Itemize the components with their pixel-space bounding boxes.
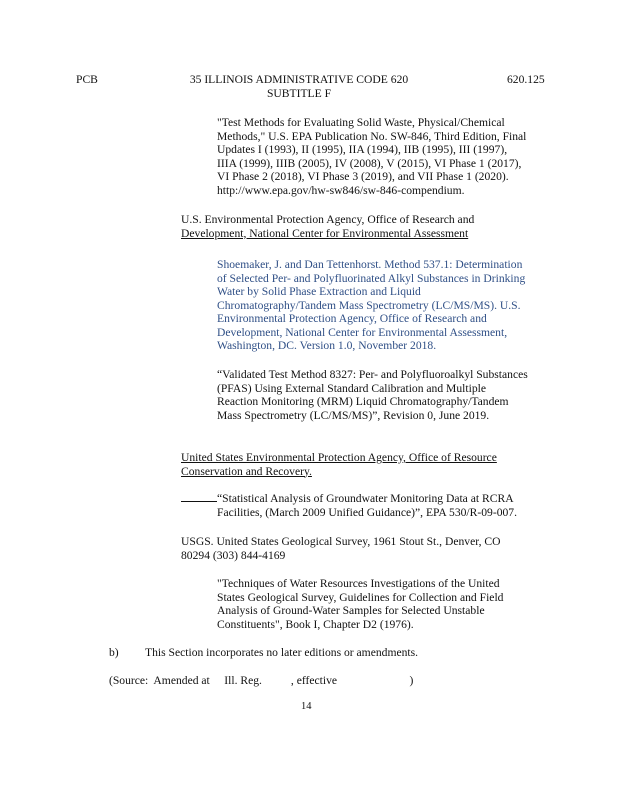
reference-line: Mass Spectrometry (LC/MS/MS)”, Revision 0, June 2019.	[217, 408, 490, 422]
reference-line: States Geological Survey, Guidelines for Collection and Field	[217, 590, 504, 604]
reference-line: Facilities, (March 2009 Unified Guidance)”, EPA 530/R-09-007.	[217, 505, 517, 519]
reference-line: VI Phase 2 (2018), VI Phase 3 (2019), and VII Phase 1 (2020).	[217, 170, 509, 183]
source-note: (Source: Amended at Ill. Reg. , effective )	[109, 674, 414, 687]
header-agency: PCB	[76, 73, 98, 86]
subsection-label: b)	[109, 646, 119, 659]
header-section-number: 620.125	[507, 73, 545, 86]
reference-line: “Validated Test Method 8327: Per- and Polyfluoroalkyl Substances	[217, 368, 528, 381]
subsection-text: This Section incorporates no later editions or amendments.	[145, 646, 419, 659]
reference-line: Constituents", Book I, Chapter D2 (1976).	[217, 617, 414, 631]
reference-line: IIIA (1999), IIIB (2005), IV (2008), V (2015), VI Phase 1 (2017),	[217, 156, 522, 170]
reference-line: Washington, DC. Version 1.0, November 2018.	[217, 339, 437, 352]
header-code-line2: SUBTITLE F	[266, 86, 332, 100]
reference-url: http://www.epa.gov/hw-sw846/sw-846-compendium.	[217, 183, 465, 197]
agency-epa-ord	[181, 213, 474, 240]
header-code-title	[174, 73, 424, 100]
reference-line: Methods," U.S. EPA Publication No. SW-846, Third Edition, Final	[217, 129, 527, 143]
reference-line: Development, National Center for Environmental Assessment,	[217, 325, 508, 339]
agency-line2: Development, National Center for Environmental Assessment	[181, 226, 469, 240]
agency-epa-orcr	[181, 451, 497, 478]
agency-usgs	[181, 535, 501, 562]
reference-line: of Selected Per- and Polyfluorinated Alkyl Substances in Drinking	[217, 271, 526, 285]
indent-rule	[181, 491, 217, 502]
reference-line: Chromatography/Tandem Mass Spectrometry (LC/MS/MS). U.S.	[217, 298, 521, 312]
reference-sw846	[217, 116, 526, 197]
reference-line: (PFAS) Using External Standard Calibration and Multiple	[217, 381, 486, 395]
agency-line1: USGS. United States Geological Survey, 1961 Stout St., Denver, CO	[181, 535, 501, 548]
reference-method-537	[217, 258, 525, 353]
subsection-b	[109, 646, 418, 660]
agency-line2: Conservation and Recovery.	[181, 464, 312, 478]
reference-line: Reaction Monitoring (MRM) Liquid Chromatography/Tandem	[217, 395, 509, 408]
reference-usgs-techniques	[217, 577, 503, 631]
reference-line: "Techniques of Water Resources Investigations of the United	[217, 577, 500, 590]
reference-method-8327	[217, 368, 528, 422]
reference-line: “Statistical Analysis of Groundwater Monitoring Data at RCRA	[217, 492, 514, 505]
agency-line1: United States Environmental Protection Agency, Office of Resource	[181, 451, 497, 464]
agency-line1: U.S. Environmental Protection Agency, Office of Research and	[181, 213, 475, 226]
header-code-line1: 35 ILLINOIS ADMINISTRATIVE CODE 620	[189, 73, 409, 86]
page-number: 14	[301, 701, 312, 712]
reference-line: "Test Methods for Evaluating Solid Waste, Physical/Chemical	[217, 116, 505, 129]
reference-line: Analysis of Ground-Water Samples for Selected Unstable	[217, 604, 485, 617]
reference-statistical-analysis	[181, 491, 517, 519]
reference-line: Environmental Protection Agency, Office of Research and	[217, 312, 487, 325]
reference-line: Water by Solid Phase Extraction and Liquid	[217, 285, 421, 298]
reference-line: Updates I (1993), II (1995), IIA (1994), IIB (1995), III (1997),	[217, 143, 508, 156]
reference-line: Shoemaker, J. and Dan Tettenhorst. Method 537.1: Determination	[217, 258, 523, 271]
agency-line2: 80294 (303) 844-4169	[181, 548, 286, 562]
